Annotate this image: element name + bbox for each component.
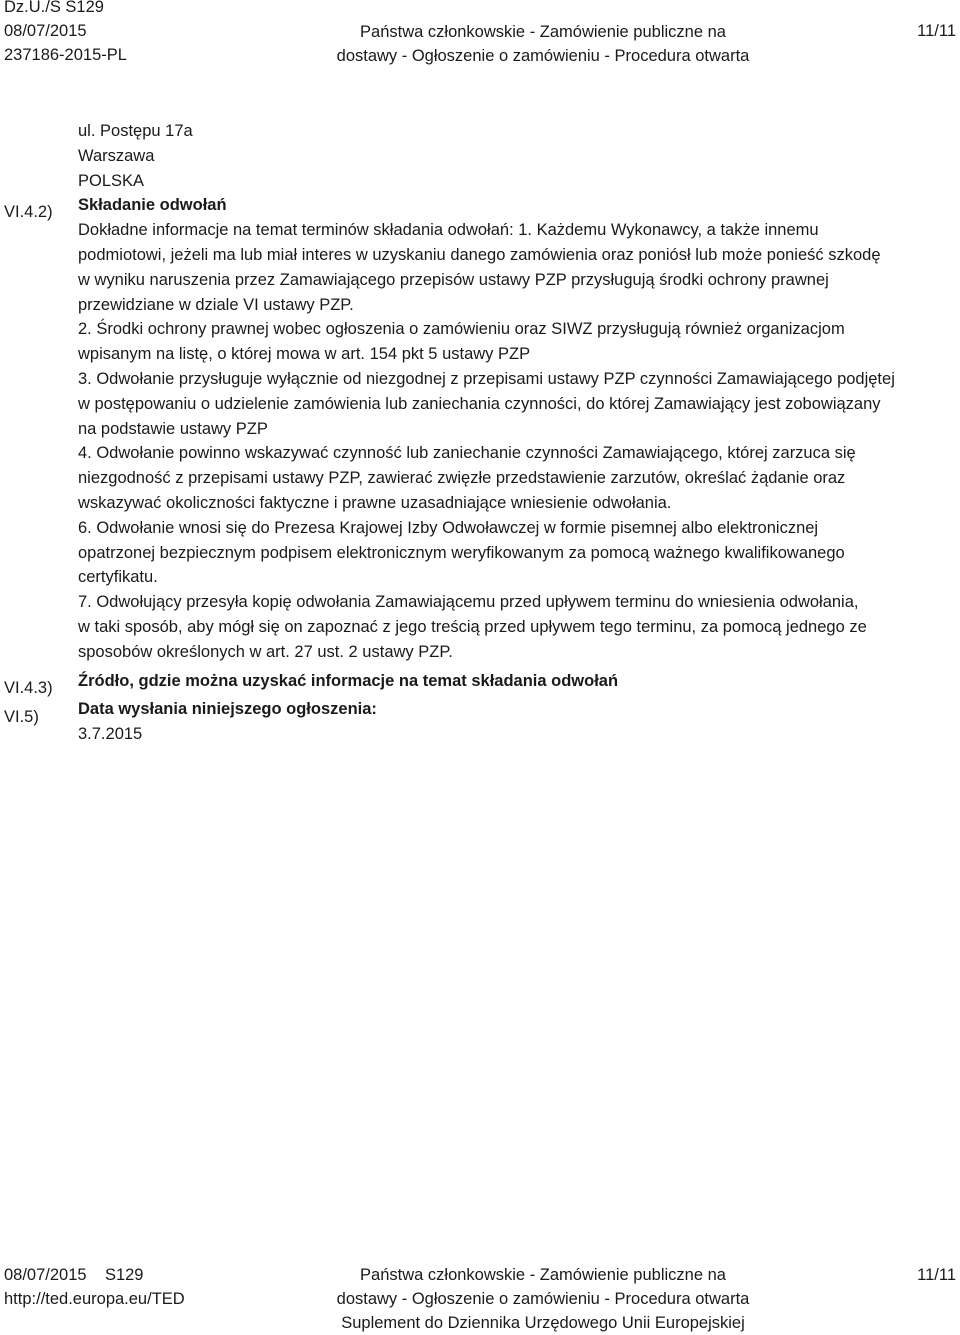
appeal-line: podmiotowi, jeżeli ma lub miał interes w uzyskaniu danego zamówienia oraz poniósł lub może ponieść szkodę	[78, 245, 881, 264]
header-journal-ref: Dz.U./S S129	[4, 0, 104, 16]
appeal-line: 2. Środki ochrony prawnej wobec ogłoszenia o zamówieniu oraz SIWZ przysługują również organizacjom	[78, 320, 845, 339]
footer-title	[0, 1263, 960, 1335]
section-number-vi42: VI.4.2)	[4, 203, 53, 221]
appeal-line: na podstawie ustawy PZP	[78, 419, 268, 438]
header-title	[0, 20, 960, 68]
appeal-line: wpisanym na listę, o której mowa w art. 154 pkt 5 ustawy PZP	[78, 345, 531, 364]
section-number-vi5: VI.5)	[4, 708, 39, 726]
dispatch-date: 3.7.2015	[78, 725, 143, 744]
section-heading-vi42: Składanie odwołań	[78, 196, 227, 215]
header-title-line-1: Państwa członkowskie - Zamówienie publiczne na	[360, 23, 726, 41]
footer-page-number: 11/11	[917, 1266, 956, 1284]
address-country: POLSKA	[78, 171, 145, 190]
appeal-line: Dokładne informacje na temat terminów składania odwołań: 1. Każdemu Wykonawcy, a także innemu	[78, 221, 819, 240]
footer-title-line-1: Państwa członkowskie - Zamówienie publiczne na	[360, 1266, 726, 1284]
footer-title-line-2: dostawy - Ogłoszenie o zamówieniu - Procedura otwarta	[336, 1290, 750, 1308]
header-notice-id: 237186-2015-PL	[4, 46, 127, 64]
footer-title-line-3: Suplement do Dziennika Urzędowego Unii Europejskiej	[341, 1314, 745, 1332]
appeal-line: w taki sposób, aby mógł się on zapoznać z jego treścią przed upływem tego terminu, za pomocą jednego ze	[78, 617, 867, 636]
appeal-line: certyfikatu.	[78, 568, 158, 587]
appeal-details	[78, 218, 958, 664]
address-city: Warszawa	[78, 146, 155, 165]
appeal-line: w postępowaniu o udzielenie zamówienia lub zaniechania czynności, do której Zamawiający jest zobowiązany	[78, 394, 881, 413]
appeal-line: niezgodność z przepisami ustawy PZP, zawierać zwięzłe przedstawienie zarzutów, określać żądanie oraz	[78, 469, 846, 488]
section-heading-vi5: Data wysłania niniejszego ogłoszenia:	[78, 700, 377, 719]
appeal-line: przewidziane w dziale VI ustawy PZP.	[78, 295, 354, 314]
address-street: ul. Postępu 17a	[78, 122, 193, 140]
appeal-line: 4. Odwołanie powinno wskazywać czynność lub zaniechanie czynności Zamawiającego, której zarzuca się	[78, 444, 856, 463]
header-title-line-2: dostawy - Ogłoszenie o zamówieniu - Procedura otwarta	[336, 47, 750, 65]
section-heading-vi43: Źródło, gdzie można uzyskać informacje na temat składania odwołań	[78, 671, 619, 690]
section-number-vi43: VI.4.3)	[4, 679, 53, 697]
appeal-line: wskazywać okoliczności faktyczne i prawne uzasadniające wniesienie odwołania.	[78, 493, 672, 512]
appeal-line: opatrzonej bezpiecznym podpisem elektronicznym weryfikowanym za pomocą ważnego kwalifikowanego	[78, 543, 845, 562]
footer-date: 08/07/2015	[4, 1266, 87, 1284]
appeal-line: 6. Odwołanie wnosi się do Prezesa Krajowej Izby Odwoławczej w formie pisemnej albo elektronicznej	[78, 518, 819, 537]
appeal-line: 7. Odwołujący przesyła kopię odwołania Zamawiającemu przed upływem terminu do wniesienia odwołania,	[78, 593, 859, 612]
appeal-line: sposobów określonych w art. 27 ust. 2 ustawy PZP.	[78, 642, 453, 661]
header-date: 08/07/2015	[4, 22, 87, 40]
appeal-line: 3. Odwołanie przysługuje wyłącznie od niezgodnej z przepisami ustawy PZP czynności Zamawiającego podjętej	[78, 369, 895, 388]
appeal-line: w wyniku naruszenia przez Zamawiającego przepisów ustawy PZP przysługują środki ochrony prawnej	[78, 270, 829, 289]
header-page-number: 11/11	[917, 22, 956, 40]
notice-content	[78, 119, 958, 747]
footer-url: http://ted.europa.eu/TED	[4, 1290, 185, 1308]
footer-issue: S129	[104, 1266, 144, 1284]
